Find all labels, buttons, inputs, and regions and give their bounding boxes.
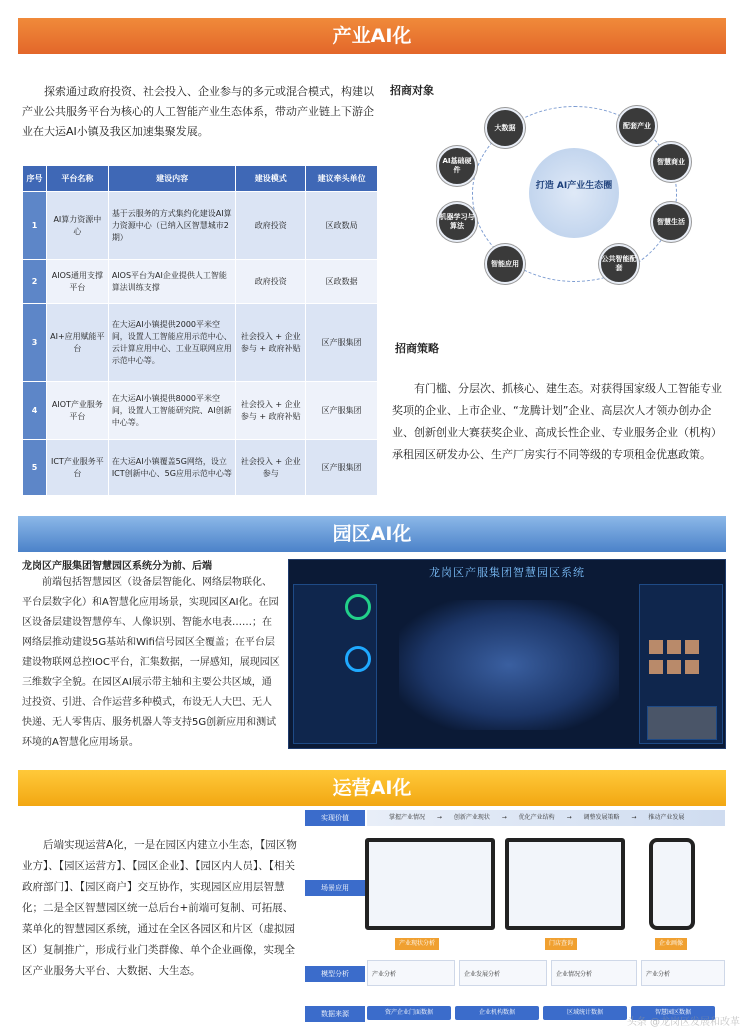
- park-title: 龙岗区产服集团智慧园区系统分为前、后端: [22, 561, 212, 572]
- model-box: 企业发展分析: [459, 960, 547, 986]
- laptop-screen: [365, 838, 495, 930]
- table-row: [23, 440, 378, 496]
- cell: 在大运AI小镇提供8000平米空间，设置人工智能研究院、AI创新中心等。: [108, 382, 236, 440]
- park-dashboard: [288, 559, 726, 749]
- cell: 政府投资: [236, 260, 306, 304]
- operation-diagram: [305, 810, 728, 1028]
- cell: 区政数据: [306, 260, 378, 304]
- section-banner-operation: 运营AI化: [18, 770, 726, 806]
- col-header: 平台名称: [46, 166, 108, 192]
- section-banner-park: 园区AI化: [18, 516, 726, 552]
- eco-node: AI基础硬件: [437, 146, 477, 186]
- avatar: [667, 640, 681, 654]
- model-box: 企业情况分析: [551, 960, 637, 986]
- ops-tag: 数据来源: [305, 1006, 365, 1022]
- cell: 基于云服务的方式集约化建设AI算力资源中心（已纳入区智慧城市2期）: [108, 192, 236, 260]
- table-row: [23, 382, 378, 440]
- phone-screen: [649, 838, 695, 930]
- cell: 2: [23, 260, 47, 304]
- gauge-icon: [345, 594, 371, 620]
- dashboard-title: 龙岗区产服集团智慧园区系统: [429, 566, 585, 579]
- ecosystem-diagram: [385, 98, 730, 298]
- dashboard-3d-map: [399, 600, 619, 730]
- cell: AI算力资源中心: [46, 192, 108, 260]
- eco-node: 配套产业: [617, 106, 657, 146]
- gauge-icon: [345, 646, 371, 672]
- ops-caption: 企业画像: [655, 938, 687, 950]
- cell: 区产服集团: [306, 382, 378, 440]
- section-banner-industry: 产业AI化: [18, 18, 726, 54]
- col-header: 建设模式: [236, 166, 306, 192]
- avatar: [649, 640, 663, 654]
- col-header: 序号: [23, 166, 47, 192]
- eco-node: 智慧商业: [651, 142, 691, 182]
- ops-tag: 场景应用: [305, 880, 365, 896]
- source-box: 资产企业门面数据: [367, 1006, 451, 1020]
- cell: 1: [23, 192, 47, 260]
- avatar: [667, 660, 681, 674]
- cell: 社会投入 + 企业参与: [236, 440, 306, 496]
- cell: 区政数局: [306, 192, 378, 260]
- avatar: [685, 640, 699, 654]
- cell: ICT产业服务平台: [46, 440, 108, 496]
- platform-table: [22, 165, 378, 496]
- source-box: 企业机构数据: [455, 1006, 539, 1020]
- source-box: 区域统计数据: [543, 1006, 627, 1020]
- model-box: 产业分析: [367, 960, 455, 986]
- camera-feed: [647, 706, 717, 740]
- table-header-row: [23, 166, 378, 192]
- eco-node: 智慧生活: [651, 202, 691, 242]
- cell: AIOS通用支撑平台: [46, 260, 108, 304]
- watermark: 头条 @龙岗区发展和改革: [626, 1017, 740, 1028]
- industry-paragraph: 探索通过政府投资、社会投入、企业参与的多元或混合模式，构建以产业公共服务平台为核心的人工智能产业生态体系，带动产业链上下游企业在大运AI小镇及我区加速集聚发展。: [22, 85, 374, 138]
- cell: 5: [23, 440, 47, 496]
- avatar: [685, 660, 699, 674]
- ops-flow: 掌握产业情况 → 创新产业现状 → 优化产业结构 → 调整发展策略 → 推动产业发展: [367, 810, 725, 826]
- cell: 社会投入 + 企业参与 + 政府补贴: [236, 382, 306, 440]
- eco-node: 智能应用: [485, 244, 525, 284]
- cell: 区产服集团: [306, 440, 378, 496]
- cell: 在大运AI小镇覆盖5G网络，设立ICT创新中心、5G应用示范中心等: [108, 440, 236, 496]
- ops-tag: 模型分析: [305, 966, 365, 982]
- cell: AIOS平台为AI企业提供人工智能算法训练支撑: [108, 260, 236, 304]
- operation-paragraph: 后端实现运营A化，一是在园区内建立小生态，【园区物业方】、【园区运营方】、【园区企业】、【园区内人员】、【相关政府部门】、【园区商户】交互协作，实现园区应用层智慧化；二是全区智慧园区统一总后台+前端可复制、可拓展、菜单化的智慧园区系统，通过在全区各园区和片区（虚拟园区）复制推广，形成行业门类群像、单个企业画像，实现全区产业服务大平台、大数据、大生态。: [22, 839, 297, 977]
- cell: 4: [23, 382, 47, 440]
- cell: 在大运AI小镇提供2000平米空间，设置人工智能应用示范中心、云计算应用中心、工业互联网应用示范中心等。: [108, 304, 236, 382]
- table-row: [23, 304, 378, 382]
- avatar: [649, 660, 663, 674]
- monitor-screen: [505, 838, 625, 930]
- eco-node: 机器学习与算法: [437, 202, 477, 242]
- model-box: 产业分析: [641, 960, 725, 986]
- source-box: 智慧园区数据: [631, 1006, 715, 1020]
- eco-node: 大数据: [485, 108, 525, 148]
- cell: 区产服集团: [306, 304, 378, 382]
- eco-title: 招商对象: [390, 84, 434, 97]
- strategy-paragraph: 有门槛、分层次、抓核心、建生态。对获得国家级人工智能专业奖项的企业、上市企业、“龙腾计划”企业、高层次人才领办创办企业、创新创业大赛获奖企业、高成长性企业、专业服务企业（机构）承租园区研发办公、生产厂房实行不同等级的专项租金优惠政策。: [392, 382, 722, 461]
- cell: AIOT产业服务平台: [46, 382, 108, 440]
- park-paragraph: 前端包括智慧园区（设备层智能化、网络层物联化、平台层数字化）和A智慧化应用场景，实现园区AI化。在园区设备层建设智慧停车、人像识别、智能水电表……；在网络层推动建设5G基站和Wifi信号园区全覆盖；在平台层建设物联网总控IOC平台，汇集数据，一屏感知，展现园区三维数字全貌。在园区AI展示带主轴和主要公共区域，通过投资、引进、合作运营多种模式，布设无人大巴、无人快递、无人零售店、服务机器人等支持5G创新应用和测试环境的A智慧化应用场景。: [22, 577, 280, 748]
- eco-node: 公共智能配套: [599, 244, 639, 284]
- cell: 3: [23, 304, 47, 382]
- table-row: [23, 192, 378, 260]
- strategy-title: 招商策略: [395, 342, 439, 355]
- ops-tag: 实现价值: [305, 810, 365, 826]
- eco-center: 打造 AI产业生态圈: [529, 148, 619, 238]
- cell: 政府投资: [236, 192, 306, 260]
- cell: AI+应用赋能平台: [46, 304, 108, 382]
- table-row: [23, 260, 378, 304]
- col-header: 建议牵头单位: [306, 166, 378, 192]
- cell: 社会投入 + 企业参与 + 政府补贴: [236, 304, 306, 382]
- col-header: 建设内容: [108, 166, 236, 192]
- ops-caption: 产业现状分析: [395, 938, 439, 950]
- ops-caption: 门店查询: [545, 938, 577, 950]
